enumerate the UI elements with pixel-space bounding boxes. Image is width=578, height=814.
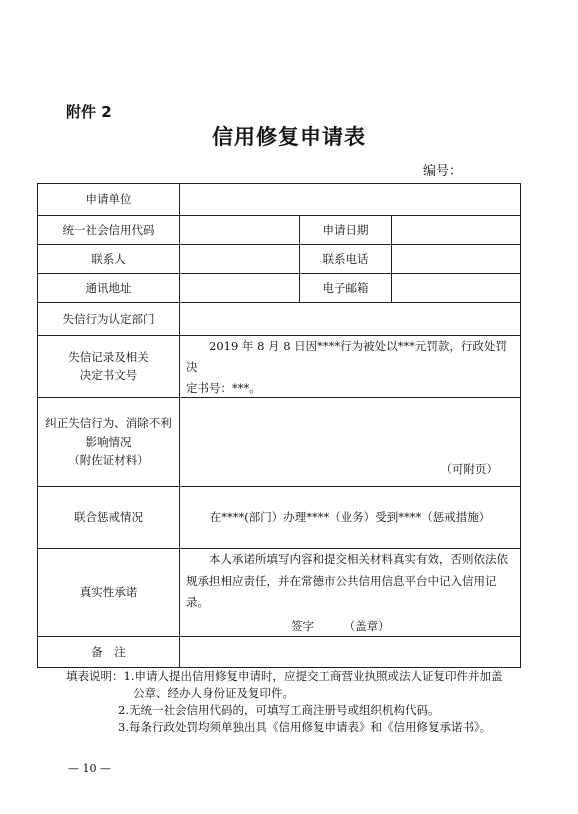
row-contact — [38, 245, 521, 274]
instruction-line-4: 3.每条行政处罚均须单独出具《信用修复申请表》和《信用修复承诺书》。 — [118, 720, 492, 734]
record-field[interactable] — [180, 336, 521, 398]
row-applicant — [38, 184, 521, 216]
fill-instructions — [66, 668, 502, 736]
row-credit-code — [38, 216, 521, 245]
row-department — [38, 303, 521, 336]
correction-field[interactable] — [180, 397, 521, 486]
row-correction — [38, 397, 521, 486]
application-form-table — [37, 183, 521, 668]
remark-field[interactable] — [180, 636, 521, 667]
joint-punishment-field[interactable]: 在****(部门）办理****（业务）受到****（惩戒措施） — [180, 486, 521, 548]
row-record — [38, 336, 521, 398]
department-field[interactable] — [180, 303, 521, 336]
row-remark — [38, 636, 521, 667]
address-field[interactable] — [180, 274, 300, 303]
correction-label-line1: 纠正失信行为、消除不利 — [45, 416, 172, 431]
contact-label: 联系人 — [38, 245, 180, 274]
correction-label-line3: （附佐证材料） — [68, 453, 149, 468]
email-label: 电子邮箱 — [300, 274, 392, 303]
address-label: 通讯地址 — [38, 274, 180, 303]
instruction-line-3: 2.无统一社会信用代码的，可填写工商注册号或组织机构代码。 — [118, 703, 440, 717]
commitment-text: 本人承诺所填写内容和提交相关材料真实有效，否则依法依规承担相应责任，并在常德市公共信用信息平台中记入信用记录。 — [186, 552, 508, 609]
apply-date-field[interactable] — [392, 216, 521, 245]
correction-label-line2: 影响情况 — [85, 434, 132, 449]
correction-label — [38, 397, 180, 486]
instruction-line-2: 公章、经办人身份证及复印件。 — [133, 686, 294, 700]
credit-code-label: 统一社会信用代码 — [38, 216, 180, 245]
serial-number-label: 编号： — [423, 164, 463, 179]
joint-punishment-label: 联合惩戒情况 — [38, 486, 180, 548]
appendable-note: （可附页） — [440, 461, 499, 476]
row-commitment — [38, 548, 521, 636]
seal-label: （盖章） — [343, 619, 390, 634]
instruction-line-1: 填表说明：1.申请人提出信用修复申请时，应提交工商营业执照或法人证复印件并加盖 — [66, 669, 503, 683]
commitment-label: 真实性承诺 — [38, 548, 180, 636]
credit-code-field[interactable] — [180, 216, 300, 245]
record-value-line1: 2019 年 8 月 8 日因****行为被处以***元罚款，行政处罚决 — [186, 339, 507, 375]
row-address — [38, 274, 521, 303]
form-title: 信用修复申请表 — [212, 125, 366, 149]
applicant-label: 申请单位 — [38, 184, 180, 216]
signature-label: 签字 — [291, 619, 314, 634]
applicant-field[interactable] — [180, 184, 521, 216]
remark-label: 备 注 — [38, 636, 180, 667]
record-value-line2: 定书号：***。 — [186, 380, 261, 395]
department-label: 失信行为认定部门 — [38, 303, 180, 336]
email-field[interactable] — [392, 274, 521, 303]
page-number: — 10 — — [68, 762, 111, 775]
apply-date-label: 申请日期 — [300, 216, 392, 245]
record-label-line2: 决定书文号 — [79, 368, 138, 383]
record-label — [38, 336, 180, 398]
phone-label: 联系电话 — [300, 245, 392, 274]
row-joint-punishment — [38, 486, 521, 548]
contact-field[interactable] — [180, 245, 300, 274]
attachment-label: 附件 2 — [66, 103, 112, 121]
signature-row — [186, 617, 514, 635]
commitment-field — [180, 548, 521, 636]
phone-field[interactable] — [392, 245, 521, 274]
record-label-line1: 失信记录及相关 — [68, 350, 149, 365]
